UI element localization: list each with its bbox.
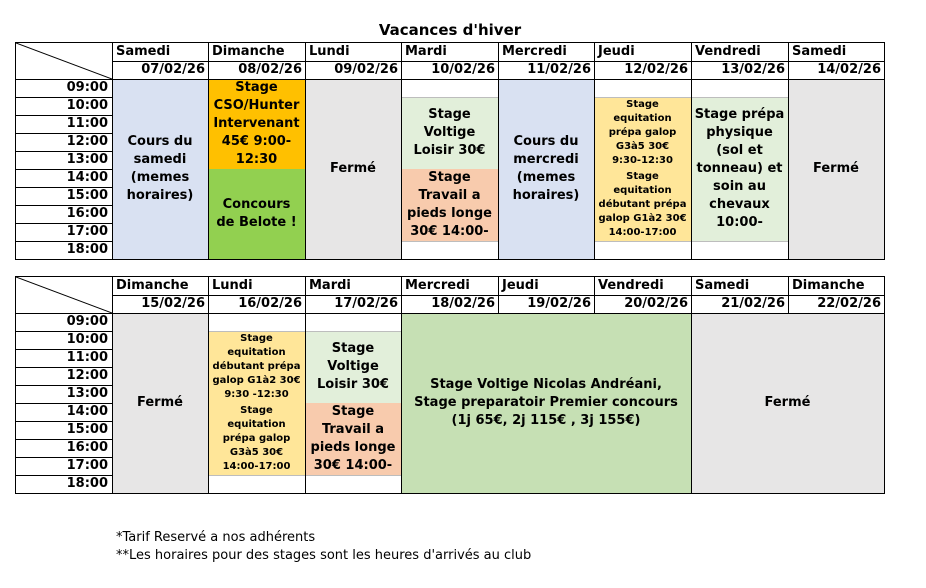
date-header: 13/02/26 bbox=[721, 62, 785, 77]
event-stage-prepa-physique[interactable]: Stage prépa physique (sol et tonneau) et soin au chevaux 10:00- bbox=[691, 97, 788, 241]
event-stage-equitation-g3a5[interactable]: Stage equitation prépa galop G3à5 30€ 9:30-12:30 bbox=[594, 97, 691, 169]
time-label: 11:00 bbox=[66, 116, 108, 131]
date-header: 15/02/26 bbox=[141, 296, 205, 311]
date-header: 10/02/26 bbox=[431, 62, 495, 77]
event-lundi-ferme: Fermé bbox=[305, 79, 401, 259]
day-header: Jeudi bbox=[598, 44, 635, 59]
day-header: Vendredi bbox=[598, 278, 664, 293]
time-label: 15:00 bbox=[66, 422, 108, 437]
voltige-line-2: Stage preparatoir Premier concours bbox=[414, 395, 678, 410]
event-stage-cso-hunter[interactable]: Stage CSO/Hunter Intervenant 45€ 9:00-12:30 bbox=[208, 79, 305, 169]
event-stage-equitation-g1a2[interactable]: Stage equitation débutant prépa galop G1à2 30€ 9:30 -12:30 bbox=[208, 331, 305, 403]
time-label: 13:00 bbox=[66, 152, 108, 167]
day-header: Jeudi bbox=[502, 278, 539, 293]
event-stage-voltige-loisir[interactable]: Stage Voltige Loisir 30€ bbox=[401, 97, 498, 169]
time-label: 16:00 bbox=[66, 206, 108, 221]
date-header: 17/02/26 bbox=[334, 296, 398, 311]
day-header: Lundi bbox=[309, 44, 350, 59]
event-cours-samedi[interactable]: Cours du samedi (memes horaires) bbox=[112, 79, 208, 259]
time-label: 14:00 bbox=[66, 404, 108, 419]
day-header: Samedi bbox=[695, 278, 750, 293]
day-header: Vendredi bbox=[695, 44, 761, 59]
event-stage-travail-pieds[interactable]: Stage Travail a pieds longe 30€ 14:00- bbox=[305, 403, 401, 475]
day-header: Dimanche bbox=[212, 44, 285, 59]
day-header: Dimanche bbox=[116, 278, 189, 293]
week1-schedule bbox=[15, 42, 885, 260]
time-label: 15:00 bbox=[66, 188, 108, 203]
time-label: 10:00 bbox=[66, 98, 108, 113]
time-label: 18:00 bbox=[66, 476, 108, 491]
event-stage-travail-pieds[interactable]: Stage Travail a pieds longe 30€ 14:00- bbox=[401, 169, 498, 241]
day-header: Mardi bbox=[309, 278, 351, 293]
event-stage-voltige-loisir[interactable]: Stage Voltige Loisir 30€ bbox=[305, 331, 401, 403]
time-label: 14:00 bbox=[66, 170, 108, 185]
event-dimanche-ferme: Fermé bbox=[112, 313, 208, 493]
day-header: Dimanche bbox=[792, 278, 865, 293]
date-header: 07/02/26 bbox=[141, 62, 205, 77]
event-weekend-ferme: Fermé bbox=[691, 313, 884, 493]
date-header: 16/02/26 bbox=[238, 296, 302, 311]
week2-schedule bbox=[15, 276, 885, 494]
date-header: 19/02/26 bbox=[527, 296, 591, 311]
page-title: Vacances d'hiver bbox=[378, 21, 522, 39]
event-stage-voltige-andreani[interactable] bbox=[401, 313, 691, 493]
time-label: 09:00 bbox=[66, 80, 108, 95]
day-header: Samedi bbox=[792, 44, 847, 59]
date-header: 11/02/26 bbox=[527, 62, 591, 77]
day-header: Mardi bbox=[405, 44, 447, 59]
time-label: 17:00 bbox=[66, 224, 108, 239]
day-header: Lundi bbox=[212, 278, 253, 293]
event-concours-belote[interactable]: Concours de Belote ! bbox=[208, 169, 305, 259]
date-header: 20/02/26 bbox=[624, 296, 688, 311]
date-header: 18/02/26 bbox=[431, 296, 495, 311]
voltige-line-1: Stage Voltige Nicolas Andréani, bbox=[430, 377, 662, 392]
day-header: Samedi bbox=[116, 44, 171, 59]
date-header: 09/02/26 bbox=[334, 62, 398, 77]
footnote-horaires: **Les horaires pour des stages sont les heures d'arrivés au club bbox=[116, 548, 532, 563]
time-label: 12:00 bbox=[66, 368, 108, 383]
footnote-tarif: *Tarif Reservé a nos adhérents bbox=[116, 530, 316, 545]
event-cours-mercredi[interactable]: Cours du mercredi (memes horaires) bbox=[498, 79, 594, 259]
corner-diagonal bbox=[16, 277, 112, 313]
date-header: 08/02/26 bbox=[238, 62, 302, 77]
day-header: Mercredi bbox=[405, 278, 470, 293]
corner-diagonal bbox=[16, 43, 112, 79]
date-header: 12/02/26 bbox=[624, 62, 688, 77]
event-stage-equitation-g3a5[interactable]: Stage equitation prépa galop G3à5 30€ 14:00-17:00 bbox=[208, 403, 305, 475]
date-header: 21/02/26 bbox=[721, 296, 785, 311]
time-label: 10:00 bbox=[66, 332, 108, 347]
time-label: 13:00 bbox=[66, 386, 108, 401]
time-label: 17:00 bbox=[66, 458, 108, 473]
time-label: 16:00 bbox=[66, 440, 108, 455]
time-label: 09:00 bbox=[66, 314, 108, 329]
date-header: 22/02/26 bbox=[817, 296, 881, 311]
date-header: 14/02/26 bbox=[817, 62, 881, 77]
event-samedi-ferme: Fermé bbox=[788, 79, 884, 259]
time-label: 11:00 bbox=[66, 350, 108, 365]
voltige-line-3: (1j 65€, 2j 115€ , 3j 155€) bbox=[451, 413, 641, 428]
event-stage-equitation-g1a2[interactable]: Stage equitation débutant prépa galop G1à2 30€ 14:00-17:00 bbox=[594, 169, 691, 241]
time-label: 18:00 bbox=[66, 242, 108, 257]
day-header: Mercredi bbox=[502, 44, 567, 59]
time-label: 12:00 bbox=[66, 134, 108, 149]
